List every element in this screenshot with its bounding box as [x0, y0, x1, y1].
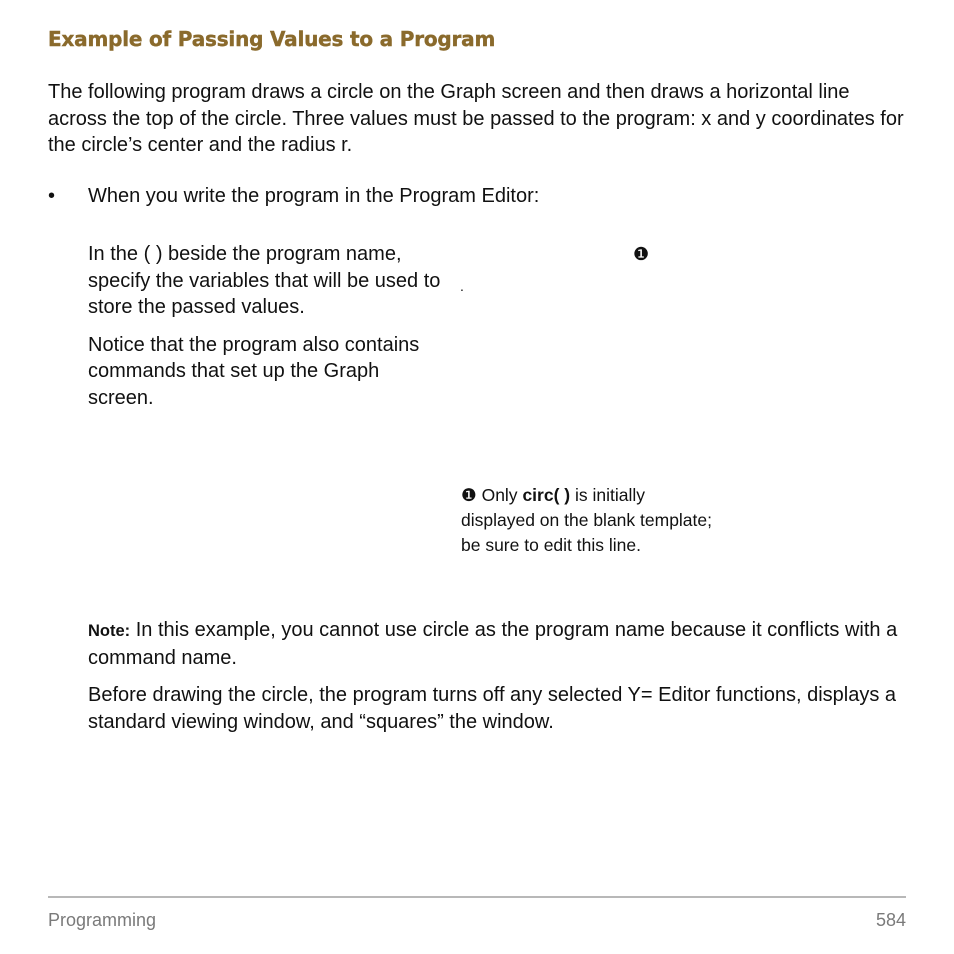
note-block — [88, 617, 908, 746]
footnote-text-post: is initially displayed on the blank template; be sure to edit this line. — [461, 485, 712, 555]
intro-paragraph: The following program draws a circle on the Graph screen and then draws a horizontal line across the top of the circle. Three values must be passed to the program: x and y coordinates for the circle’s center and the radius r. — [48, 81, 904, 156]
footer-section: Programming — [48, 910, 157, 930]
stray-dot: . — [460, 278, 464, 294]
section-heading: Example of Passing Values to a Program — [48, 27, 496, 51]
note-label: Note: — [88, 622, 131, 640]
instruction-paragraph-1: In the ( ) beside the program name, specify the variables that will be used to store the passed values. — [88, 243, 441, 318]
callout-marker-icon: ❶ — [633, 244, 650, 264]
closing-paragraph: Before drawing the circle, the program turns off any selected Y= Editor functions, displays a standard viewing window, and “squares” the window. — [88, 684, 897, 733]
note-paragraph — [88, 617, 908, 671]
footnote-text-pre: Only — [481, 485, 523, 505]
footnote-marker-icon: ❶ — [461, 485, 477, 505]
instruction-column — [88, 241, 448, 422]
footnote — [461, 483, 721, 557]
footer-divider — [48, 896, 906, 898]
footnote-command: circ( ) — [522, 485, 571, 505]
bullet-text: When you write the program in the Program Editor: — [88, 185, 540, 207]
instruction-paragraph-2: Notice that the program also contains commands that set up the Graph screen. — [88, 333, 420, 409]
page-number: 584 — [875, 910, 906, 930]
bullet-mark: • — [48, 185, 56, 207]
note-text: In this example, you cannot use circle as the program name because it conflicts with a command name. — [88, 619, 898, 669]
